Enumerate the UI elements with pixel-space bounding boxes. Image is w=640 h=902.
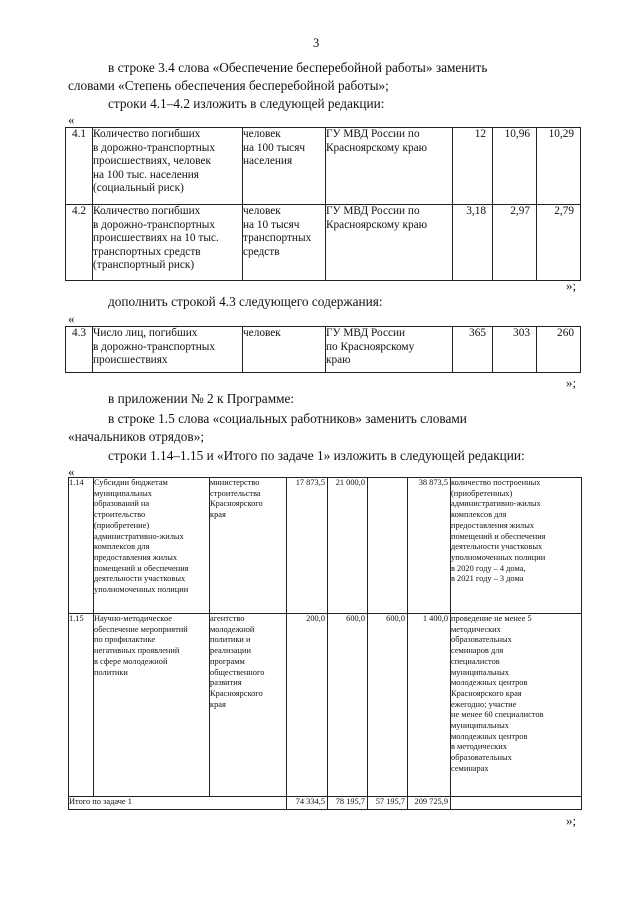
- total-amount-cell: 38 873,5: [408, 478, 451, 614]
- value-cell: 2,79: [537, 205, 581, 281]
- total-label: Итого по задаче 1: [69, 797, 287, 810]
- row-number: 1.15: [69, 614, 94, 797]
- opening-quote: «: [68, 464, 75, 479]
- total-amount-cell: 209 725,9: [408, 797, 451, 810]
- paragraph-line: в приложении № 2 к Программе:: [108, 391, 295, 406]
- value-cell: 12: [453, 128, 493, 205]
- table-row: [66, 205, 581, 281]
- amount-cell: 200,0: [287, 614, 328, 797]
- indicator-name: Количество погибших в дорожно-транспортных происшествиях на 10 тыс. транспортных средств (транспортный риск): [93, 205, 243, 281]
- value-cell: 303: [493, 327, 537, 373]
- amount-cell: 21 000,0: [328, 478, 368, 614]
- unit: человек на 10 тысяч транспортных средств: [243, 205, 326, 281]
- amount-cell: 17 873,5: [287, 478, 328, 614]
- row-number: 1.14: [69, 478, 94, 614]
- row-number: 4.1: [66, 128, 93, 205]
- paragraph-line: строки 4.1–4.2 изложить в следующей редакции:: [108, 96, 385, 111]
- activity-name: Субсидии бюджетам муниципальных образований на строительство (приобретение) административно-жилых комплексов для предоставления жилых помещений и обеспечения деятельности участковых уполномоченных полиции: [94, 478, 210, 614]
- amount-cell: 74 334,5: [287, 797, 328, 810]
- expected-result: проведение не менее 5 методических образовательных семинаров для специалистов муниципальных молодежных центров Красноярского края ежегодно; участие не менее 60 специалистов муниципальных молодежных центров в методических образовательных семинарах: [451, 614, 582, 797]
- row-number: 4.2: [66, 205, 93, 281]
- opening-quote: «: [68, 112, 75, 127]
- empty-cell: [451, 797, 582, 810]
- table-row: [66, 327, 581, 373]
- value-cell: 10,96: [493, 128, 537, 205]
- paragraph-line: дополнить строкой 4.3 следующего содержания:: [108, 294, 383, 309]
- total-row: [69, 797, 582, 810]
- expected-result: количество построенных (приобретенных) административно-жилых комплексов для предоставления жилых помещений и обеспечения деятельности участковых уполномоченных полиции в 2020 году – 4 дома, в 2021 году – 3 дома: [451, 478, 582, 614]
- unit: человек на 100 тысяч населения: [243, 128, 326, 205]
- activity-name: Научно-методическое обеспечение мероприятий по профилактике негативных проявлений в сфере молодежной политики: [94, 614, 210, 797]
- amount-cell: [368, 478, 408, 614]
- value-cell: 365: [453, 327, 493, 373]
- amount-cell: 78 195,7: [328, 797, 368, 810]
- table-row: [69, 478, 582, 614]
- data-source: ГУ МВД России по Красноярскому краю: [326, 205, 453, 281]
- amount-cell: 600,0: [368, 614, 408, 797]
- indicator-name: Количество погибших в дорожно-транспортных происшествиях, человек на 100 тыс. населения (социальный риск): [93, 128, 243, 205]
- opening-quote: «: [68, 311, 75, 326]
- value-cell: 260: [537, 327, 581, 373]
- value-cell: 2,97: [493, 205, 537, 281]
- responsible-agency: агентство молодежной политики и реализации программ общественного развития Красноярского края: [210, 614, 287, 797]
- indicator-table-rows-4-1-4-2: [65, 127, 581, 281]
- paragraph-line: в строке 3.4 слова «Обеспечение бесперебойной работы» заменить: [108, 60, 488, 75]
- indicator-table-row-4-3: [65, 326, 581, 373]
- data-source: ГУ МВД России по Красноярскому краю: [326, 327, 453, 373]
- row-number: 4.3: [66, 327, 93, 373]
- unit: человек: [243, 327, 326, 373]
- table-row: [66, 128, 581, 205]
- amount-cell: 600,0: [328, 614, 368, 797]
- responsible-agency: министерство строительства Красноярского края: [210, 478, 287, 614]
- total-amount-cell: 1 400,0: [408, 614, 451, 797]
- closing-quote: »;: [566, 375, 577, 390]
- table-row: [69, 614, 582, 797]
- indicator-name: Число лиц, погибших в дорожно-транспортных происшествиях: [93, 327, 243, 373]
- value-cell: 10,29: [537, 128, 581, 205]
- paragraph-line: словами «Степень обеспечения бесперебойной работы»;: [68, 78, 389, 93]
- page-number: 3: [313, 36, 320, 50]
- closing-quote: »;: [566, 813, 577, 828]
- paragraph-line: строки 1.14–1.15 и «Итого по задаче 1» изложить в следующей редакции:: [108, 448, 525, 463]
- data-source: ГУ МВД России по Красноярскому краю: [326, 128, 453, 205]
- program-activities-table: [68, 477, 582, 810]
- paragraph-line: в строке 1.5 слова «социальных работников» заменить словами: [108, 411, 467, 426]
- value-cell: 3,18: [453, 205, 493, 281]
- amount-cell: 57 195,7: [368, 797, 408, 810]
- paragraph-line: «начальников отрядов»;: [68, 429, 205, 444]
- closing-quote: »;: [566, 278, 577, 293]
